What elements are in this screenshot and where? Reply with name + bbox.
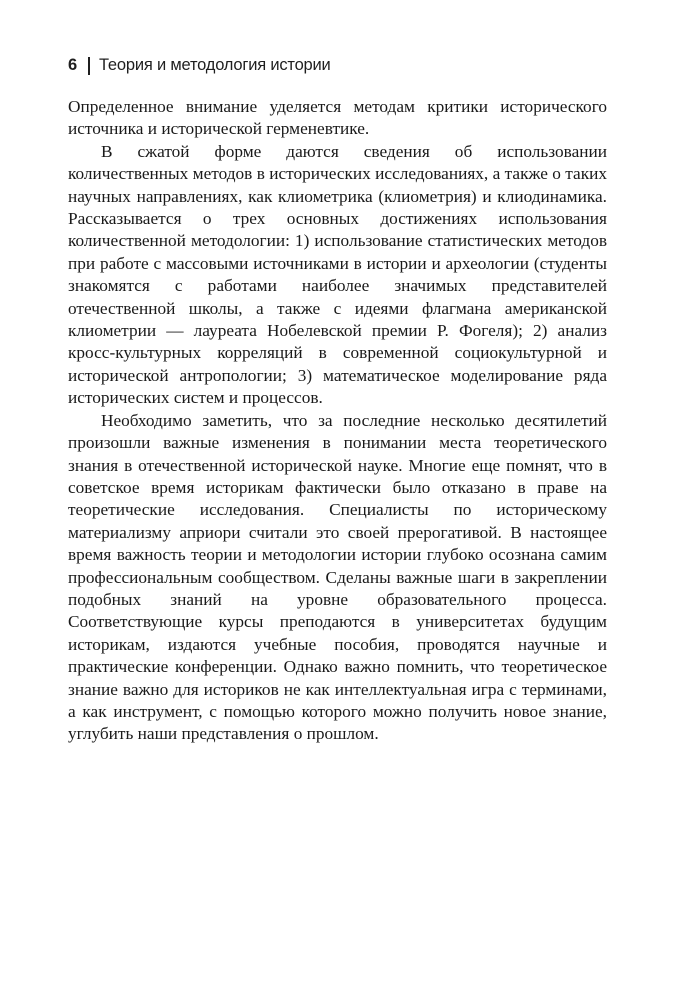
body-text xyxy=(68,96,607,746)
running-header xyxy=(68,56,331,75)
running-title: Теория и методология истории xyxy=(98,56,331,74)
paragraph: Определенное внимание уделяется методам критики исторического источника и исторической герменевтике. xyxy=(68,97,607,139)
header-divider xyxy=(88,57,90,75)
paragraph: В сжатой форме даются сведения об использовании количественных методов в исторических исследованиях, а также о таких научных направлениях, как клиометрика (клиометрия) и клиодинамика. Рассказывается о трех основных достижениях использования количественной методологии: 1) использование статистических методов при работе с массовыми источниками в истории и археологии (студенты знакомятся с работами наиболее значимых представителей отечественной школы, а также с идеями флагмана американской клиометрии — лауреата Нобелевской премии Р. Фогеля); 2) анализ кросс-культурных корреляций в современной социокультурной и исторической антропологии; 3) математическое моделирование ряда исторических систем и процессов. xyxy=(68,141,607,408)
paragraph: Необходимо заметить, что за последние несколько десятилетий произошли важные изменения в понимании места теоретического знания в отечественной исторической науке. Многие еще помнят, что в советское время историкам фактически было отказано в праве на теоретические исследования. Специалисты по историческому материализму априори считали это своей прерогативой. В настоящее время важность теории и методологии истории глубоко осознана самим профессиональным сообществом. Сделаны важные шаги в закреплении подобных знаний на уровне образовательного процесса. Соответствующие курсы преподаются в университетах будущим историкам, издаются учебные пособия, проводятся научные и практические конференции. Однако важно помнить, что теоретическое знание важно для историков не как интеллектуальная игра с терминами, а как инструмент, с помощью которого можно получить новое знание, углубить наши представления о прошлом. xyxy=(68,410,607,744)
page-number: 6 xyxy=(68,56,77,74)
